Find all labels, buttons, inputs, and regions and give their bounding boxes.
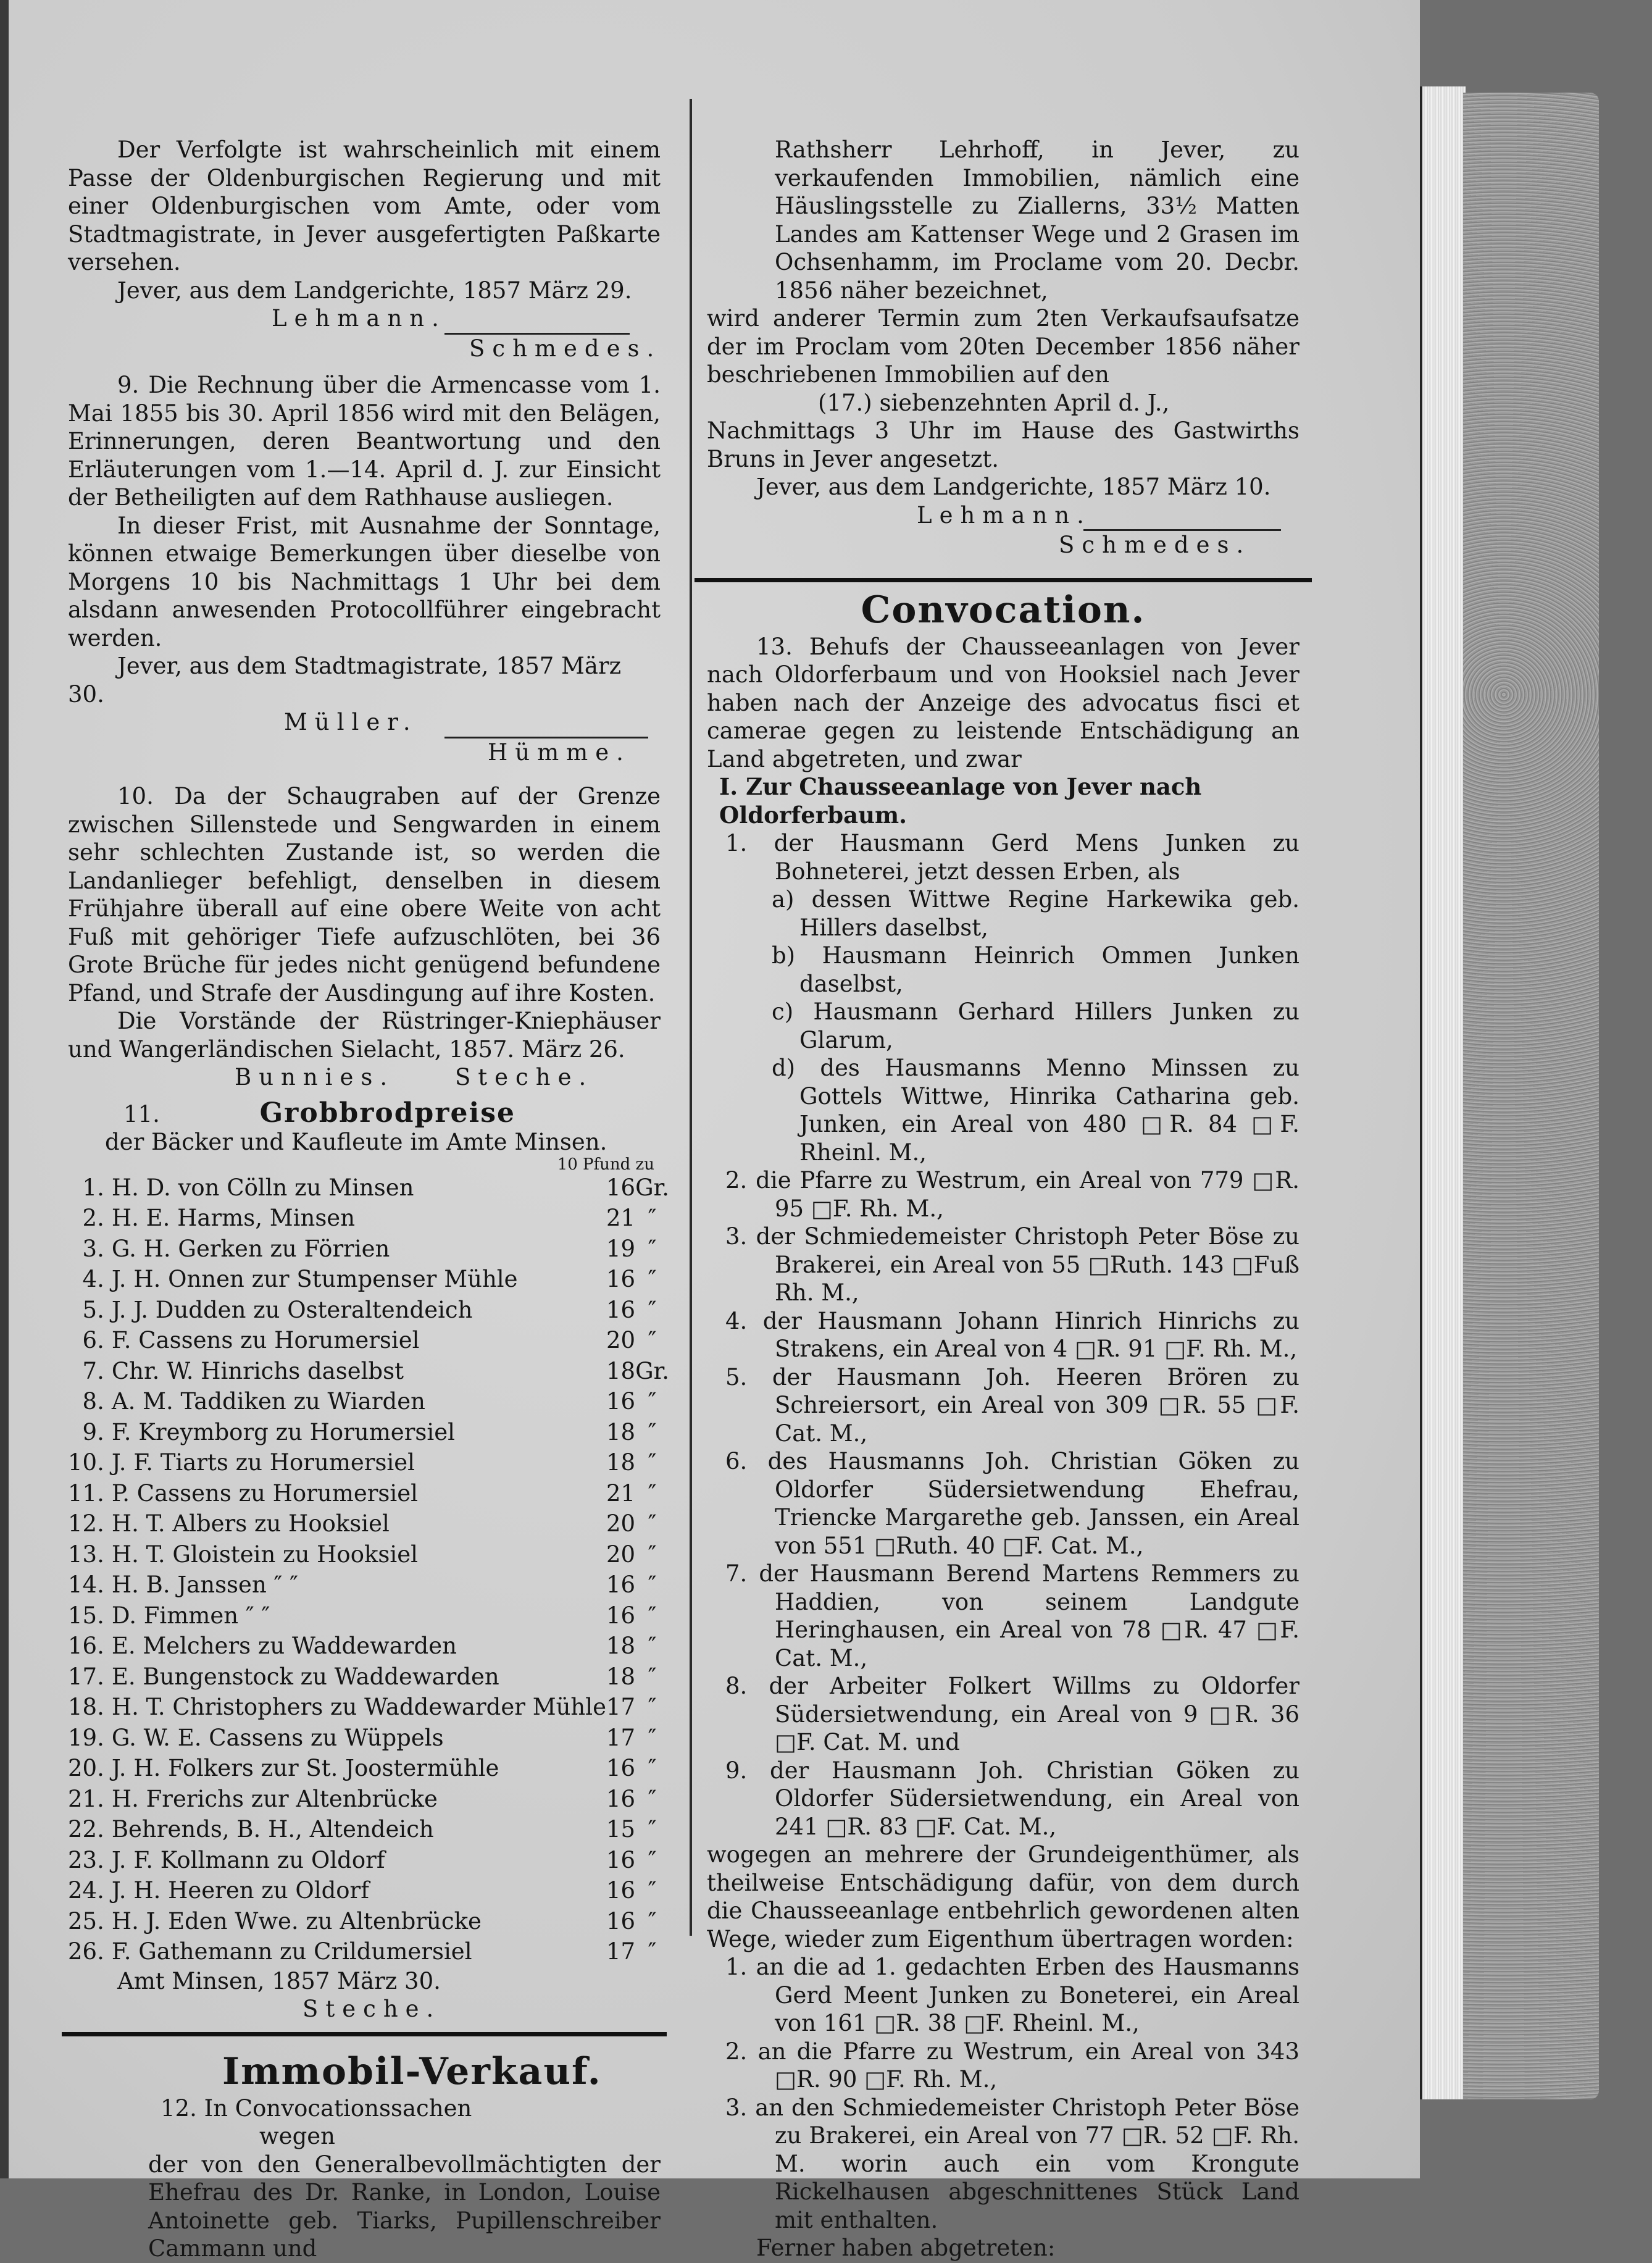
row-number: 17. bbox=[68, 1663, 104, 1690]
transfer-3: 3. an den Schmiedemeister Christoph Peter Böse zu Brakerei, ein Areal von 77 □R. 52 □F. Rh. M. worin auch ein vom Krongute Rickelhausen abgeschnittenes Stück Land mit enthalten. bbox=[725, 2094, 1299, 2233]
price-value: 20 bbox=[606, 1510, 636, 1537]
left-column bbox=[68, 136, 670, 2263]
table-row bbox=[68, 1508, 669, 1539]
merchant-name: H. Frerichs zur Altenbrücke bbox=[111, 1785, 438, 1812]
signature-schmedes-2: Schmedes. bbox=[1059, 532, 1251, 558]
notice-9-text: 9. Die Rechnung über die Armencasse vom 1. Mai 1855 bis 30. April 1856 wird mit den Belägen, Erinnerungen, deren Beantwortung und den Erläuterungen vom 1.—14. April d. J. zur Einsicht der Betheiligten auf dem Rathhause ausliegen. bbox=[68, 372, 661, 511]
row-number: 20. bbox=[68, 1755, 104, 1781]
section-rule bbox=[62, 2032, 667, 2036]
merchant-name: H. J. Eden Wwe. zu Altenbrücke bbox=[111, 1907, 482, 1935]
notice-9-text-2: In dieser Frist, mit Ausnahme der Sonntage, können etwaige Bemerkungen über dieselbe von Morgens 10 bis Nachmittags 1 Uhr bei dem alsdann anwesenden Protocollführer eingebracht werden. bbox=[68, 512, 661, 651]
price-unit: ″ bbox=[648, 1816, 657, 1843]
table-row bbox=[68, 1845, 669, 1876]
price-value: 19 bbox=[606, 1235, 636, 1262]
wanted-notice-place-date: Jever, aus dem Landgerichte, 1857 März 29. bbox=[117, 277, 632, 304]
item-8: 8. der Arbeiter Folkert Willms zu Oldorfer Südersietwendung, ein Areal von 9 □R. 36 □F. Cat. M. und bbox=[725, 1673, 1299, 1755]
table-row bbox=[68, 1692, 669, 1723]
price-value: 16 bbox=[606, 1174, 636, 1201]
book-cover-edge bbox=[1463, 93, 1599, 2099]
notice-9-place-date: Jever, aus dem Stadtmagistrate, 1857 März 30. bbox=[68, 653, 622, 708]
signature-huemme: Hümme. bbox=[488, 738, 631, 766]
table-row bbox=[68, 1447, 669, 1478]
signature-steche-2: Steche. bbox=[302, 1996, 441, 2022]
row-number: 13. bbox=[68, 1541, 104, 1568]
table-row bbox=[68, 1478, 669, 1509]
table-row bbox=[68, 1539, 669, 1570]
notice-12-termin: wird anderer Termin zum 2ten Verkaufsaufsatze der im Proclam vom 20ten December 1856 näher beschriebenen Immobilien auf den bbox=[707, 305, 1299, 388]
row-number: 2. bbox=[82, 1205, 104, 1231]
row-number: 4. bbox=[82, 1266, 104, 1292]
row-number: 15. bbox=[68, 1602, 104, 1629]
item-9: 9. der Hausmann Joh. Christian Göken zu Oldorfer Südersietwendung, ein Areal von 241 □R. 83 □F. Cat. M., bbox=[725, 1757, 1299, 1840]
notice-12-date: (17.) siebenzehnten April d. J., bbox=[818, 389, 1170, 416]
price-unit: ″ bbox=[648, 1633, 657, 1659]
row-number: 5. bbox=[82, 1296, 104, 1323]
price-value: 20 bbox=[606, 1327, 636, 1353]
merchant-name: F. Kreymborg zu Horumersiel bbox=[111, 1418, 455, 1445]
price-value: 16 bbox=[606, 1907, 636, 1935]
table-row bbox=[68, 1264, 669, 1295]
table-row bbox=[68, 1203, 669, 1234]
table-row bbox=[68, 1173, 669, 1203]
price-value: 17 bbox=[606, 1938, 636, 1965]
price-unit: ″ bbox=[648, 1205, 657, 1231]
row-number: 18. bbox=[68, 1694, 104, 1720]
merchant-name: E. Bungenstock zu Waddewarden bbox=[111, 1663, 499, 1690]
row-number: 21. bbox=[68, 1785, 104, 1812]
notice-11-number: 11. bbox=[123, 1100, 160, 1127]
book-page-edges bbox=[1420, 86, 1466, 2099]
price-unit: ″ bbox=[648, 1449, 657, 1476]
table-row bbox=[68, 1723, 669, 1754]
price-value: 18 bbox=[606, 1357, 636, 1384]
table-row bbox=[68, 1814, 669, 1845]
notice-12-wegen: wegen bbox=[259, 2123, 335, 2149]
notice-10-place-date: Die Vorstände der Rüstringer-Kniephäuser und Wangerländischen Sielacht, 1857. März 26. bbox=[68, 1008, 661, 1063]
column-divider bbox=[690, 99, 692, 1936]
row-number: 23. bbox=[68, 1846, 104, 1873]
wogegen-paragraph: wogegen an mehrere der Grundeigenthümer, als theilweise Entschädigung dafür, von dem durch die Chausseeanlage entbehrlich gewordenen alten Wege, wieder zum Eigenthum übertragen worden: bbox=[707, 1841, 1299, 1952]
bread-prices-unit-header: 10 Pfund zu bbox=[557, 1155, 654, 1174]
merchant-name: J. H. Onnen zur Stumpenser Mühle bbox=[111, 1266, 518, 1292]
price-value: 20 bbox=[606, 1541, 636, 1568]
merchant-name: D. Fimmen ″ ″ bbox=[111, 1602, 270, 1629]
price-unit: ″ bbox=[648, 1694, 657, 1720]
price-value: 21 bbox=[606, 1479, 636, 1507]
item-4: 4. der Hausmann Johann Hinrich Hinrichs zu Strakens, ein Areal von 4 □R. 91 □F. Rh. M., bbox=[725, 1307, 1299, 1362]
price-unit: ″ bbox=[648, 1571, 657, 1598]
item-1: 1. der Hausmann Gerd Mens Junken zu Bohneterei, jetzt dessen Erben, als bbox=[725, 830, 1299, 885]
row-number: 10. bbox=[68, 1449, 104, 1476]
item-1b: b) Hausmann Heinrich Ommen Junken daselbst, bbox=[772, 942, 1299, 997]
item-7: 7. der Hausmann Berend Martens Remmers zu Haddien, von seinem Landgute Heringhausen, ein Areal von 78 □R. 47 □F. Cat. M., bbox=[725, 1560, 1299, 1671]
signature-lehmann: Lehmann. bbox=[272, 305, 446, 332]
row-number: 16. bbox=[68, 1633, 104, 1659]
convocation-heading: Convocation. bbox=[861, 588, 1146, 632]
table-row bbox=[68, 1784, 669, 1815]
item-1a: a) dessen Wittwe Regine Harkewika geb. Hillers daselbst, bbox=[772, 886, 1299, 941]
notice-11-place-date: Amt Minsen, 1857 März 30. bbox=[117, 1967, 441, 1994]
row-number: 1. bbox=[82, 1174, 104, 1201]
signature-schmedes: Schmedes. bbox=[469, 335, 662, 362]
table-row bbox=[68, 1753, 669, 1784]
price-value: 16 bbox=[606, 1296, 636, 1323]
table-row bbox=[68, 1295, 669, 1326]
item-1d: d) des Hausmanns Menno Minssen zu Gottels Wittwe, Hinrika Catharina geb. Junken, ein Areal von 480 □R. 84 □F. Rheinl. M., bbox=[772, 1055, 1299, 1166]
row-number: 3. bbox=[82, 1235, 104, 1262]
merchant-name: G. W. E. Cassens zu Wüppels bbox=[111, 1724, 444, 1751]
merchant-name: G. H. Gerken zu Förrien bbox=[111, 1235, 390, 1262]
price-value: 17 bbox=[606, 1724, 636, 1751]
merchant-name: J. J. Dudden zu Osteraltendeich bbox=[111, 1296, 473, 1323]
price-unit: Gr. bbox=[635, 1174, 670, 1201]
table-row bbox=[68, 1662, 669, 1692]
section-i-heading: I. Zur Chausseeanlage von Jever nach Oldorferbaum. bbox=[719, 773, 1202, 829]
row-number: 24. bbox=[68, 1877, 104, 1904]
ferner-line: Ferner haben abgetreten: bbox=[756, 2235, 1056, 2261]
price-value: 18 bbox=[606, 1449, 636, 1476]
bread-price-table bbox=[68, 1173, 669, 1967]
merchant-name: Chr. W. Hinrichs daselbst bbox=[111, 1357, 404, 1384]
price-value: 16 bbox=[606, 1846, 636, 1873]
page-edge-left bbox=[0, 0, 9, 2178]
notice-11-heading bbox=[68, 1099, 661, 1129]
notice-13-text: 13. Behufs der Chausseeanlagen von Jever nach Oldorferbaum und von Hooksiel nach Jever haben nach der Anzeige des advocatus fisci et camerae gegen zu leistende Entschädigung an Land abgetreten, und zwar bbox=[707, 633, 1299, 772]
price-unit: ″ bbox=[648, 1724, 657, 1751]
row-number: 19. bbox=[68, 1724, 104, 1751]
wanted-notice-text: Der Verfolgte ist wahrscheinlich mit einem Passe der Oldenburgischen Regierung und mit einer Oldenburgischen vom Amte, oder vom Stadtmagistrate, in Jever ausgefertigten Paßkarte versehen. bbox=[68, 136, 661, 275]
immobil-verkauf-heading: Immobil-Verkauf. bbox=[222, 2049, 602, 2093]
row-number: 9. bbox=[82, 1418, 104, 1445]
price-value: 16 bbox=[606, 1571, 636, 1598]
price-value: 16 bbox=[606, 1877, 636, 1904]
merchant-name: J. H. Heeren zu Oldorf bbox=[111, 1877, 369, 1904]
notice-12-intro: 12. In Convocationssachen bbox=[161, 2094, 472, 2122]
merchant-name: H. B. Janssen ″ ″ bbox=[111, 1571, 298, 1598]
notice-12-place-date: Jever, aus dem Landgerichte, 1857 März 10. bbox=[756, 474, 1271, 500]
price-unit: ″ bbox=[648, 1541, 657, 1568]
table-row bbox=[68, 1600, 669, 1631]
row-number: 25. bbox=[68, 1907, 104, 1935]
item-1c: c) Hausmann Gerhard Hillers Junken zu Glarum, bbox=[772, 998, 1299, 1053]
bread-prices-title: Grobbrodpreise bbox=[259, 1097, 515, 1129]
price-unit: ″ bbox=[648, 1296, 657, 1323]
row-number: 6. bbox=[82, 1327, 104, 1353]
signature-steche: Steche. bbox=[454, 1064, 594, 1090]
price-value: 16 bbox=[606, 1602, 636, 1629]
price-value: 15 bbox=[606, 1816, 636, 1843]
notice-12-time-place: Nachmittags 3 Uhr im Hause des Gastwirths Bruns in Jever angesetzt. bbox=[707, 417, 1299, 472]
merchant-name: H. D. von Cölln zu Minsen bbox=[111, 1174, 414, 1201]
merchant-name: H. T. Albers zu Hooksiel bbox=[111, 1510, 390, 1537]
price-unit: ″ bbox=[648, 1479, 657, 1507]
price-unit: ″ bbox=[648, 1388, 657, 1415]
merchant-name: F. Cassens zu Horumersiel bbox=[111, 1327, 420, 1353]
table-row bbox=[68, 1570, 669, 1600]
item-6: 6. des Hausmanns Joh. Christian Göken zu Oldorfer Südersietwendung Ehefrau, Triencke Margarethe geb. Janssen, ein Areal von 551 □Ruth. 40 □F. Cat. M., bbox=[725, 1448, 1299, 1559]
price-unit: ″ bbox=[648, 1663, 657, 1690]
item-5: 5. der Hausmann Joh. Heeren Brören zu Schreiersort, ein Areal von 309 □R. 55 □F. Cat. M., bbox=[725, 1363, 1299, 1447]
price-value: 18 bbox=[606, 1663, 636, 1690]
row-number: 22. bbox=[68, 1816, 104, 1843]
row-number: 26. bbox=[68, 1938, 104, 1965]
merchant-name: H. T. Gloistein zu Hooksiel bbox=[111, 1541, 418, 1568]
price-value: 16 bbox=[606, 1266, 636, 1292]
merchant-name: H. T. Christophers zu Waddewarder Mühle bbox=[111, 1694, 606, 1720]
price-unit: ″ bbox=[648, 1266, 657, 1292]
table-row bbox=[68, 1417, 669, 1448]
price-unit: ″ bbox=[648, 1785, 657, 1812]
row-number: 7. bbox=[82, 1357, 104, 1384]
price-value: 16 bbox=[606, 1388, 636, 1415]
price-value: 16 bbox=[606, 1785, 636, 1812]
merchant-name: J. F. Kollmann zu Oldorf bbox=[111, 1846, 385, 1873]
price-value: 18 bbox=[606, 1633, 636, 1659]
table-row bbox=[68, 1906, 669, 1937]
merchant-name: H. E. Harms, Minsen bbox=[111, 1205, 356, 1231]
transfer-2: 2. an die Pfarre zu Westrum, ein Areal von 343 □R. 90 □F. Rh. M., bbox=[725, 2038, 1299, 2093]
table-row bbox=[68, 1234, 669, 1265]
notice-12-text: der von den Generalbevollmächtigten der Ehefrau des Dr. Ranke, in London, Louise Antoinette geb. Tiarks, Pupillenschreiber Cammann und bbox=[148, 2151, 661, 2262]
table-row bbox=[68, 1631, 669, 1662]
item-3: 3. der Schmiedemeister Christoph Peter Böse zu Brakerei, ein Areal von 55 □Ruth. 143 □Fuß Rh. M., bbox=[725, 1223, 1299, 1306]
price-unit: ″ bbox=[648, 1602, 657, 1629]
row-number: 11. bbox=[68, 1479, 104, 1507]
item-2: 2. die Pfarre zu Westrum, ein Areal von 779 □R. 95 □F. Rh. M., bbox=[725, 1167, 1299, 1222]
price-unit: ″ bbox=[648, 1510, 657, 1537]
merchant-name: E. Melchers zu Waddewarden bbox=[111, 1633, 457, 1659]
row-number: 8. bbox=[82, 1388, 104, 1415]
price-unit: Gr. bbox=[635, 1357, 670, 1384]
section-rule bbox=[695, 578, 1312, 582]
notice-12-continued: Rathsherr Lehrhoff, in Jever, zu verkaufenden Immobilien, nämlich eine Häuslingsstelle zu Ziallerns, 33½ Matten Landes am Kattenser Wege und 2 Grasen im Ochsenhamm, im Proclame vom 20. Decbr. 1856 näher bezeichnet, bbox=[775, 136, 1299, 304]
table-row bbox=[68, 1936, 669, 1967]
row-number: 12. bbox=[68, 1510, 104, 1537]
right-column bbox=[707, 136, 1299, 2262]
notice-10-signatures bbox=[68, 1063, 661, 1092]
merchant-name: Behrends, B. H., Altendeich bbox=[111, 1816, 434, 1843]
price-unit: ″ bbox=[648, 1755, 657, 1781]
merchant-name: J. F. Tiarts zu Horumersiel bbox=[111, 1449, 415, 1476]
bread-prices-subtitle: der Bäcker und Kaufleute im Amte Minsen. bbox=[105, 1129, 607, 1155]
signature-bunnies: Bunnies. bbox=[235, 1064, 395, 1090]
transfer-1: 1. an die ad 1. gedachten Erben des Hausmanns Gerd Meent Junken zu Boneterei, ein Areal von 161 □R. 38 □F. Rheinl. M., bbox=[725, 1954, 1299, 2036]
row-number: 14. bbox=[68, 1571, 104, 1598]
price-unit: ″ bbox=[648, 1938, 657, 1965]
price-value: 17 bbox=[606, 1694, 636, 1720]
merchant-name: P. Cassens zu Horumersiel bbox=[111, 1479, 418, 1507]
price-unit: ″ bbox=[648, 1907, 657, 1935]
notice-10-text: 10. Da der Schaugraben auf der Grenze zwischen Sillenstede und Sengwarden in einem sehr schlechten Zustande ist, so werden die Landanlieger befehligt, denselben in diesem Frühjahre überall auf eine obere Weite von acht Fuß mit gehöriger Tiefe aufzuschlöten, bei 36 Grote Brüche für jedes nicht genügend befundene Pfand, und Strafe der Ausdingung auf ihre Kosten. bbox=[68, 783, 661, 1006]
table-row bbox=[68, 1356, 669, 1387]
merchant-name: F. Gathemann zu Crildumersiel bbox=[111, 1938, 472, 1965]
table-row bbox=[68, 1386, 669, 1417]
price-unit: ″ bbox=[648, 1235, 657, 1262]
table-row bbox=[68, 1875, 669, 1906]
table-row bbox=[68, 1325, 669, 1356]
price-unit: ″ bbox=[648, 1846, 657, 1873]
price-value: 16 bbox=[606, 1755, 636, 1781]
price-unit: ″ bbox=[648, 1418, 657, 1445]
price-unit: ″ bbox=[648, 1877, 657, 1904]
signature-lehmann-2: Lehmann. bbox=[917, 501, 1091, 529]
price-unit: ″ bbox=[648, 1327, 657, 1353]
merchant-name: J. H. Folkers zur St. Joostermühle bbox=[111, 1755, 499, 1781]
merchant-name: A. M. Taddiken zu Wiarden bbox=[111, 1388, 425, 1415]
signature-mueller: Müller. bbox=[284, 709, 418, 735]
price-value: 21 bbox=[606, 1205, 636, 1231]
price-value: 18 bbox=[606, 1418, 636, 1445]
